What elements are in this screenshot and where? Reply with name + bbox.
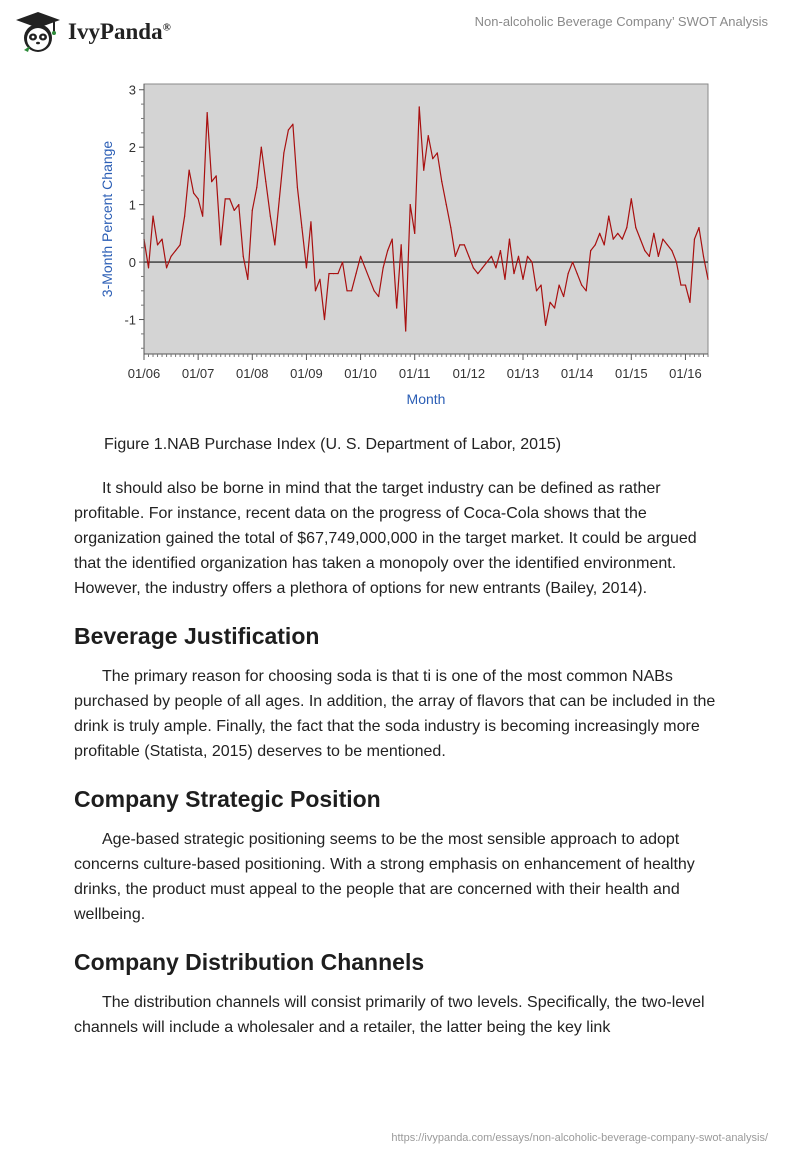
data-point	[306, 267, 307, 268]
data-point	[401, 244, 402, 245]
data-point	[698, 227, 699, 228]
data-point	[559, 284, 560, 285]
data-point	[157, 244, 158, 245]
data-point	[685, 284, 686, 285]
source-url-link[interactable]: https://ivypanda.com/essays/non-alcoholic-beverage-company-swot-analysis/	[391, 1132, 768, 1144]
data-point	[622, 239, 623, 240]
data-point	[617, 233, 618, 234]
data-point	[450, 227, 451, 228]
data-point	[455, 256, 456, 257]
data-point	[536, 290, 537, 291]
data-point	[369, 279, 370, 280]
data-point	[608, 216, 609, 217]
x-tick-label: 01/12	[452, 366, 486, 381]
heading-beverage-justification: Beverage Justification	[74, 623, 320, 649]
data-point	[288, 129, 289, 130]
data-point	[410, 204, 411, 205]
data-point	[635, 227, 636, 228]
data-point	[631, 198, 632, 199]
data-point	[315, 290, 316, 291]
data-point	[216, 175, 217, 176]
data-point	[170, 256, 171, 257]
data-point	[225, 198, 226, 199]
data-point	[342, 261, 343, 262]
data-point	[446, 204, 447, 205]
data-point	[437, 152, 438, 153]
data-point	[387, 250, 388, 251]
data-point	[653, 233, 654, 234]
paragraph-strategic-position: Age-based strategic positioning seems to be the most sensible approach to adopt concerns culture-based positioning. With a strong emphasis on enhancement of healthy drinks, the product must appeal to the people that are concerned with their health and wellbeing.	[74, 831, 695, 923]
data-point	[671, 250, 672, 251]
data-point	[220, 244, 221, 245]
brand-name: IvyPanda®	[68, 19, 171, 44]
data-point	[577, 273, 578, 274]
x-tick-label: 01/08	[236, 366, 269, 381]
x-tick-label: 01/10	[344, 366, 377, 381]
data-point	[310, 221, 311, 222]
data-point	[301, 227, 302, 228]
y-axis-label: 3-Month Percent Change	[99, 140, 115, 298]
data-point	[405, 330, 406, 331]
data-point	[473, 267, 474, 268]
data-point	[613, 239, 614, 240]
data-point	[211, 181, 212, 182]
data-point	[595, 244, 596, 245]
data-point	[346, 290, 347, 291]
data-point	[604, 244, 605, 245]
figure-caption: Figure 1.NAB Purchase Index (U. S. Department of Labor, 2015)	[104, 436, 562, 453]
data-point	[193, 193, 194, 194]
data-point	[432, 158, 433, 159]
data-point	[256, 187, 257, 188]
data-point	[640, 239, 641, 240]
data-point	[545, 325, 546, 326]
data-point	[554, 307, 555, 308]
x-tick-label: 01/07	[181, 366, 215, 381]
data-point	[270, 216, 271, 217]
data-point	[689, 302, 690, 303]
data-point	[504, 279, 505, 280]
data-point	[152, 216, 153, 217]
data-point	[419, 106, 420, 107]
data-point	[707, 279, 708, 280]
data-point	[351, 290, 352, 291]
heading-distribution-channels: Company Distribution Channels	[74, 949, 425, 975]
panda-mascot-icon	[14, 10, 62, 54]
data-point	[166, 267, 167, 268]
data-point	[283, 152, 284, 153]
data-point	[441, 181, 442, 182]
data-point	[428, 135, 429, 136]
data-point	[207, 112, 208, 113]
data-point	[274, 244, 275, 245]
data-point	[703, 256, 704, 257]
data-point	[175, 250, 176, 251]
data-point	[667, 244, 668, 245]
data-point	[261, 147, 262, 148]
heading-strategic-position: Company Strategic Position	[74, 786, 381, 812]
data-point	[486, 261, 487, 262]
data-point	[265, 181, 266, 182]
data-point	[414, 233, 415, 234]
data-point	[252, 210, 253, 211]
data-point	[392, 239, 393, 240]
data-point	[179, 244, 180, 245]
data-point	[383, 267, 384, 268]
page-header	[0, 0, 800, 70]
data-point	[468, 256, 469, 257]
data-point	[360, 256, 361, 257]
x-tick-label: 01/15	[615, 366, 648, 381]
x-tick-label: 01/13	[506, 366, 540, 381]
data-point	[238, 204, 239, 205]
data-point	[563, 296, 564, 297]
data-point	[184, 216, 185, 217]
data-point	[549, 302, 550, 303]
data-point	[189, 170, 190, 171]
data-point	[531, 261, 532, 262]
paragraph-justification: The primary reason for choosing soda is that ti is one of the most common NABs purchased by people of all ages. In addition, the array of flavors that can be included in the drink is truly ample. Finally, the fact that the soda industry is becoming increasingly more profitable (Statista, 2015) deserves to be mentioned.	[74, 668, 716, 760]
data-point	[500, 250, 501, 251]
paragraph-distribution: The distribution channels will consist primarily of two levels. Specifically, the two-level channels will include a wholesaler and a retailer, the latter being the key link	[74, 994, 705, 1036]
data-point	[364, 267, 365, 268]
y-tick-label: 1	[128, 197, 136, 213]
paragraph-profitability: It should also be borne in mind that the target industry can be defined as rather profitable. For instance, recent data on the progress of Coca-Cola shows that the organization gained the total of $67,749,000,000 in the target market. It could be argued that the identified organization has taken a monopoly over the identified environment. However, the industry offers a plethora of options for new entrants (Bailey, 2014).	[74, 480, 697, 597]
data-point	[527, 256, 528, 257]
data-point	[328, 273, 329, 274]
data-point	[649, 256, 650, 257]
data-point	[644, 250, 645, 251]
data-point	[676, 261, 677, 262]
x-axis-label: Month	[406, 391, 446, 407]
x-tick-label: 01/11	[398, 366, 431, 381]
data-point	[658, 256, 659, 257]
data-point	[396, 307, 397, 308]
data-point	[148, 267, 149, 268]
data-point	[509, 239, 510, 240]
data-point	[337, 273, 338, 274]
data-point	[680, 284, 681, 285]
x-tick-label: 01/06	[127, 366, 161, 381]
data-point	[568, 273, 569, 274]
plot-area	[144, 84, 708, 354]
data-point	[374, 290, 375, 291]
y-tick-label: 3	[128, 82, 136, 98]
data-point	[355, 273, 356, 274]
data-point	[247, 279, 248, 280]
data-point	[518, 256, 519, 257]
data-point	[378, 296, 379, 297]
data-point	[586, 290, 587, 291]
data-point	[161, 239, 162, 240]
data-point	[292, 124, 293, 125]
data-point	[459, 244, 460, 245]
ivypanda-logo[interactable]	[14, 10, 171, 54]
x-tick-label: 01/16	[669, 366, 702, 381]
data-point	[572, 261, 573, 262]
data-point	[229, 198, 230, 199]
data-point	[234, 210, 235, 211]
y-tick-label: -1	[124, 312, 136, 328]
data-point	[662, 239, 663, 240]
data-point	[198, 198, 199, 199]
data-point	[540, 284, 541, 285]
data-point	[423, 170, 424, 171]
data-point	[482, 267, 483, 268]
data-point	[694, 239, 695, 240]
data-point	[297, 187, 298, 188]
data-point	[319, 279, 320, 280]
document-title: Non-alcoholic Beverage Company’ SWOT Analysis	[474, 14, 768, 29]
data-point	[522, 279, 523, 280]
data-point	[495, 267, 496, 268]
data-point	[626, 227, 627, 228]
line-chart	[96, 74, 726, 414]
data-point	[491, 256, 492, 257]
data-point	[513, 273, 514, 274]
data-point	[279, 198, 280, 199]
data-point	[202, 216, 203, 217]
x-tick-label: 01/14	[560, 366, 594, 381]
y-tick-label: 0	[128, 255, 136, 271]
data-point	[590, 250, 591, 251]
y-tick-label: 2	[128, 140, 136, 156]
nab-purchase-index-chart	[96, 74, 726, 414]
data-point	[324, 319, 325, 320]
data-point	[599, 233, 600, 234]
data-point	[581, 284, 582, 285]
data-point	[464, 244, 465, 245]
x-tick-label: 01/09	[290, 366, 323, 381]
data-point	[477, 273, 478, 274]
data-point	[243, 256, 244, 257]
data-point	[333, 273, 334, 274]
article-body	[74, 476, 726, 1048]
